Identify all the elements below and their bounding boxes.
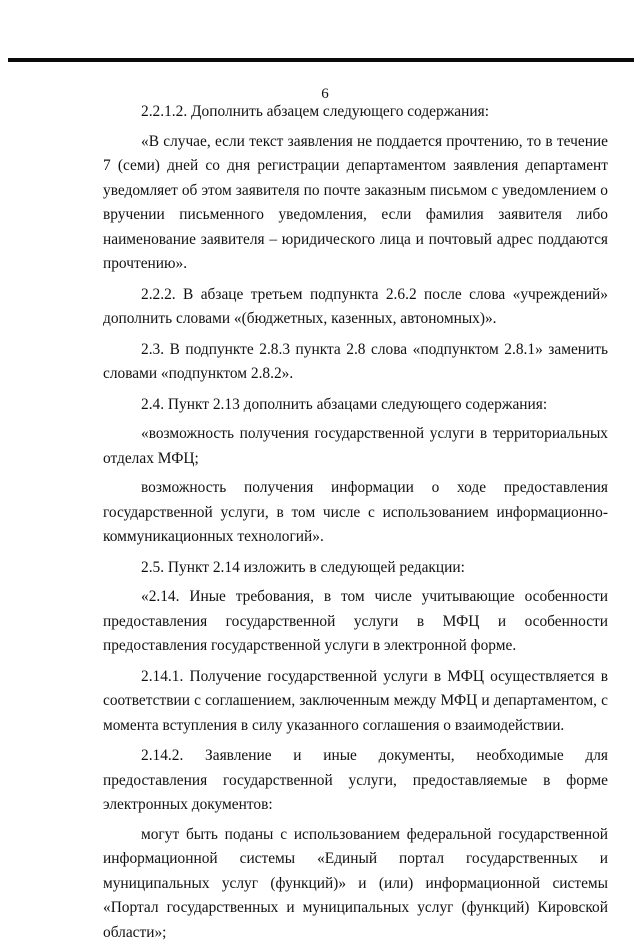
page-number: 6	[0, 86, 640, 103]
paragraph-2-14-2: 2.14.2. Заявление и иные документы, необходимые для предоставления государственной услуги, предоставляемые в форме электронных документов:	[103, 744, 608, 818]
paragraph-mfc-possibility: «возможность получения государственной услуги в территориальных отделах МФЦ;	[103, 422, 608, 471]
paragraph-2-2-1-2: 2.2.1.2. Дополнить абзацем следующего содержания:	[103, 100, 608, 125]
paragraph-2-4: 2.4. Пункт 2.13 дополнить абзацами следующего содержания:	[103, 393, 608, 418]
document-body	[103, 100, 608, 945]
paragraph-2-2-2: 2.2.2. В абзаце третьем подпункта 2.6.2 после слова «учреждений» дополнить словами «(бюджетных, казенных, автономных)».	[103, 283, 608, 332]
header-rule	[8, 58, 634, 62]
paragraph-2-14-1: 2.14.1. Получение государственной услуги в МФЦ осуществляется в соответствии с соглашением, заключенным между МФЦ и департаментом, с момента вступления в силу указанного соглашения о взаимодействии.	[103, 665, 608, 739]
paragraph-info-possibility: возможность получения информации о ходе предоставления государственной услуги, в том числе с использованием информационно-коммуникационных технологий».	[103, 476, 608, 550]
paragraph-portal-submission: могут быть поданы с использованием федеральной государственной информационной системы «Единый портал государственных и муниципальных услуг (функций)» и (или) информационной системы «Портал государственных и муниципальных услуг (функций) Кировской области»;	[103, 823, 608, 945]
paragraph-2-14: «2.14. Иные требования, в том числе учитывающие особенности предоставления государственной услуги в МФЦ и особенности предоставления государственной услуги в электронной форме.	[103, 585, 608, 659]
paragraph-2-5: 2.5. Пункт 2.14 изложить в следующей редакции:	[103, 556, 608, 581]
paragraph-2-3: 2.3. В подпункте 2.8.3 пункта 2.8 слова «подпунктом 2.8.1» заменить словами «подпунктом 2.8.2».	[103, 338, 608, 387]
paragraph-quote-unreadable: «В случае, если текст заявления не поддается прочтению, то в течение 7 (семи) дней со дня регистрации департаментом заявления департамент уведомляет об этом заявителя по почте заказным письмом с уведомлением о вручении письменного уведомления, если фамилия заявителя либо наименование заявителя – юридического лица и почтовый адрес поддаются прочтению».	[103, 130, 608, 277]
